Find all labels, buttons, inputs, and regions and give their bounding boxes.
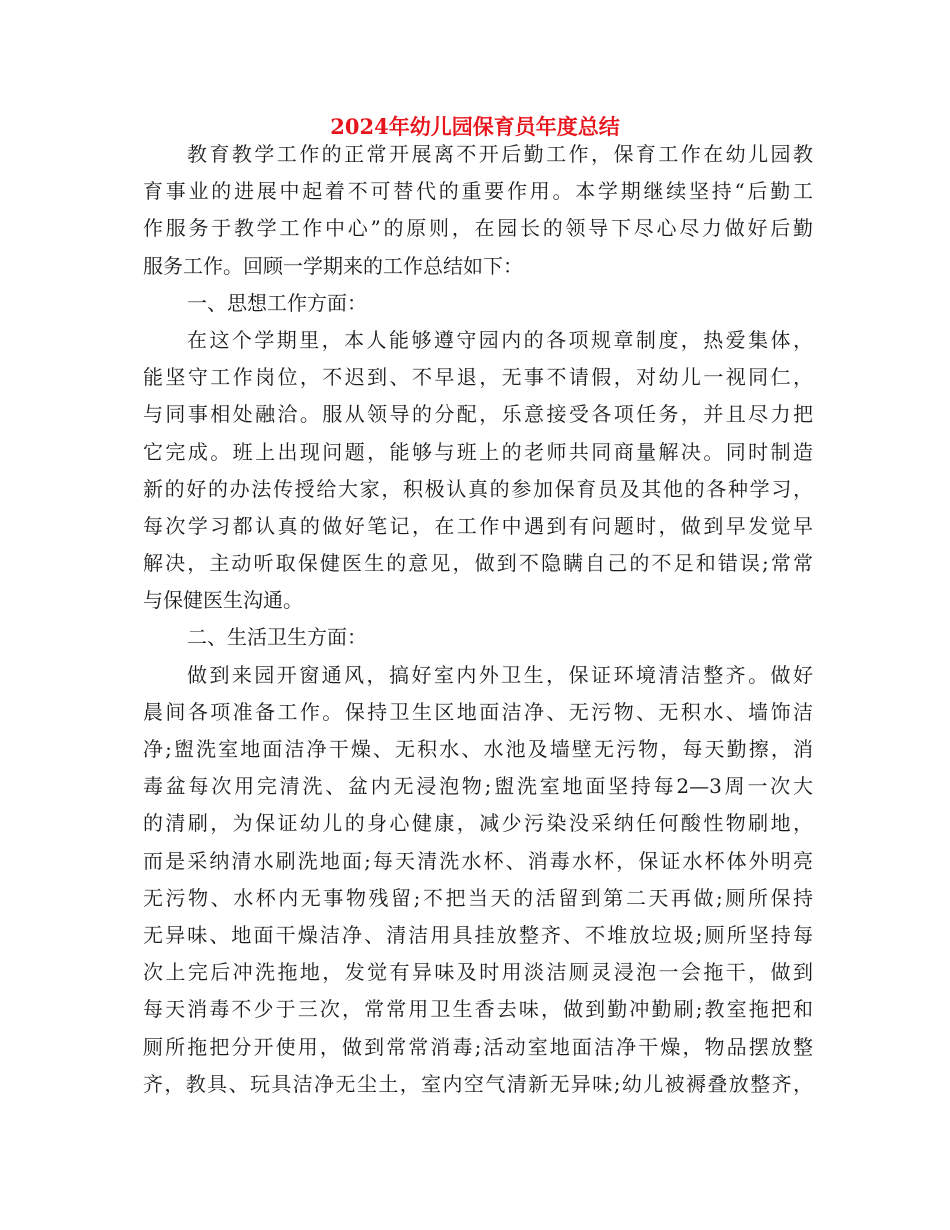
- paragraph-line: 次上完后冲洗拖地，发觉有异味及时用淡洁厕灵浸泡一会拖干，做到: [143, 960, 813, 985]
- paragraph-line: 解决，主动听取保健医生的意见，做到不隐瞒自己的不足和错误;常常: [143, 551, 813, 576]
- paragraph-line: 而是采纳清水刷洗地面;每天清洗水杯、消毒水杯，保证水杯体外明亮: [143, 848, 813, 873]
- paragraph-line: 无污物、水杯内无事物残留;不把当天的活留到第二天再做;厕所保持: [143, 885, 813, 910]
- paragraph-line: 每天消毒不少于三次，常常用卫生香去味，做到勤冲勤刷;教室拖把和: [143, 997, 813, 1022]
- document-title: 2024年幼儿园保育员年度总结: [330, 114, 620, 139]
- paragraph-line: 能坚守工作岗位，不迟到、不早退，无事不请假，对幼儿一视同仁，: [143, 365, 813, 390]
- paragraph-line: 二、生活卫生方面：: [187, 625, 367, 650]
- paragraph-line: 毒盆每次用完清洗、盆内无浸泡物;盥洗室地面坚持每2—3周一次大: [143, 774, 813, 799]
- paragraph-line: 它完成。班上出现问题，能够与班上的老师共同商量解决。同时制造: [143, 439, 813, 464]
- paragraph-line: 做到来园开窗通风，搞好室内外卫生，保证环境清洁整齐。做好: [187, 662, 813, 687]
- paragraph-line: 每次学习都认真的做好笔记，在工作中遇到有问题时，做到早发觉早: [143, 513, 813, 538]
- paragraph-line: 教育教学工作的正常开展离不开后勤工作，保育工作在幼儿园教: [187, 142, 813, 166]
- paragraph-line: 新的好的办法传授给大家，积极认真的参加保育员及其他的各种学习，: [143, 476, 813, 501]
- paragraph-line: 与保健医生沟通。: [143, 588, 303, 613]
- paragraph-line: 厕所拖把分开使用，做到常常消毒;活动室地面洁净干燥，物品摆放整: [143, 1034, 813, 1059]
- paragraph-line: 齐，教具、玩具洁净无尘土，室内空气清新无异味;幼儿被褥叠放整齐，: [143, 1071, 813, 1096]
- paragraph-line: 的清刷，为保证幼儿的身心健康，减少污染没采纳任何酸性物刷地，: [143, 811, 813, 836]
- paragraph-line: 在这个学期里，本人能够遵守园内的各项规章制度，热爱集体，: [187, 327, 813, 352]
- paragraph-line: 晨间各项准备工作。保持卫生区地面洁净、无污物、无积水、墙饰洁: [143, 699, 813, 724]
- document-body: [143, 136, 813, 1103]
- paragraph-line: 作服务于教学工作中心”的原则，在园长的领导下尽心尽力做好后勤: [143, 216, 813, 241]
- paragraph-line: 净;盥洗室地面洁净干燥、无积水、水池及墙壁无污物，每天勤擦，消: [143, 737, 813, 761]
- paragraph-line: 服务工作。回顾一学期来的工作总结如下：: [143, 253, 523, 278]
- paragraph-line: 一、思想工作方面：: [187, 290, 367, 315]
- paragraph-line: 无异味、地面干燥洁净、清洁用具挂放整齐、不堆放垃圾;厕所坚持每: [143, 922, 813, 947]
- paragraph-line: 与同事相处融洽。服从领导的分配，乐意接受各项任务，并且尽力把: [143, 402, 813, 427]
- paragraph-line: 育事业的进展中起着不可替代的重要作用。本学期继续坚持“后勤工: [143, 179, 813, 204]
